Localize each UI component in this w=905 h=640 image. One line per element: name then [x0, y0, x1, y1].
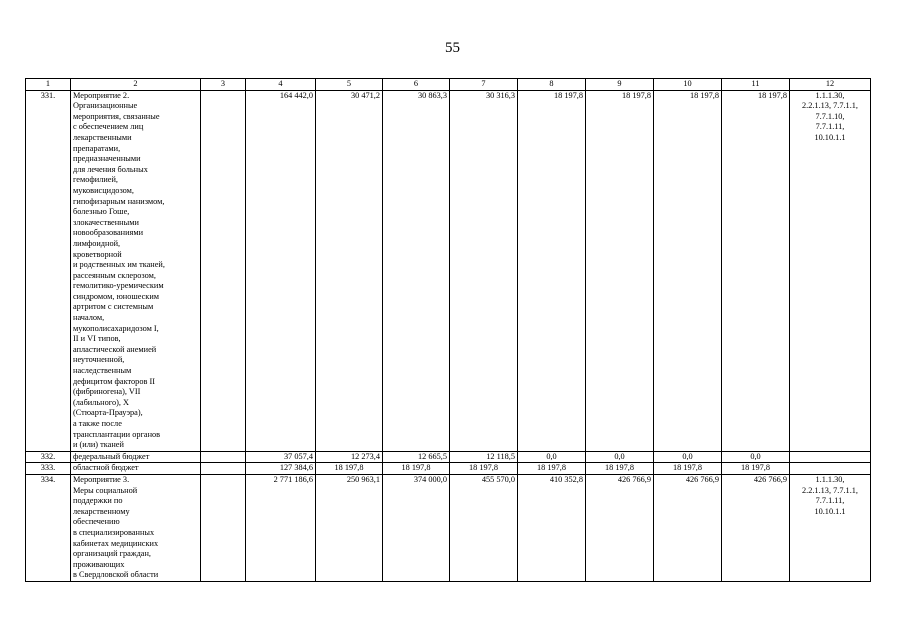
- cell: 250 963,1: [316, 474, 383, 581]
- cell: 18 197,8: [654, 463, 722, 475]
- cell: 18 197,8: [450, 463, 518, 475]
- cell: 12 118,5: [450, 451, 518, 463]
- cell: 18 197,8: [383, 463, 450, 475]
- column-header: 3: [201, 79, 246, 91]
- table-row: [26, 474, 871, 581]
- cell: 410 352,8: [518, 474, 586, 581]
- cell-target-refs: [790, 451, 871, 463]
- row-number: 331.: [26, 90, 71, 451]
- row-number: 332.: [26, 451, 71, 463]
- column-header-row: [26, 79, 871, 91]
- cell-total: 127 384,6: [246, 463, 316, 475]
- cell: [201, 90, 246, 451]
- cell-total: 2 771 186,6: [246, 474, 316, 581]
- cell-target-refs: 1.1.1.30, 2.2.1.13, 7.7.1.1, 7.7.1.11, 10.10.1.1: [790, 474, 871, 581]
- column-header: 5: [316, 79, 383, 91]
- cell-total: 164 442,0: [246, 90, 316, 451]
- cell: 18 197,8: [722, 90, 790, 451]
- column-header: 8: [518, 79, 586, 91]
- column-header: 12: [790, 79, 871, 91]
- cell: 0,0: [654, 451, 722, 463]
- cell: [201, 451, 246, 463]
- cell: 30 863,3: [383, 90, 450, 451]
- cell: 30 471,2: [316, 90, 383, 451]
- cell-total: 37 057,4: [246, 451, 316, 463]
- cell: 0,0: [586, 451, 654, 463]
- column-header: 4: [246, 79, 316, 91]
- row-name: областной бюджет: [71, 463, 201, 475]
- cell: 426 766,9: [722, 474, 790, 581]
- cell: 455 570,0: [450, 474, 518, 581]
- cell: 12 665,5: [383, 451, 450, 463]
- cell: [201, 463, 246, 475]
- cell: 426 766,9: [586, 474, 654, 581]
- cell: 18 197,8: [518, 463, 586, 475]
- cell: 0,0: [518, 451, 586, 463]
- column-header: 6: [383, 79, 450, 91]
- row-name: федеральный бюджет: [71, 451, 201, 463]
- row-number: 333.: [26, 463, 71, 475]
- row-number: 334.: [26, 474, 71, 581]
- column-header: 2: [71, 79, 201, 91]
- cell-target-refs: 1.1.1.30, 2.2.1.13, 7.7.1.1, 7.7.1.10, 7.7.1.11, 10.10.1.1: [790, 90, 871, 451]
- cell: [201, 474, 246, 581]
- cell: 30 316,3: [450, 90, 518, 451]
- cell: 18 197,8: [316, 463, 383, 475]
- cell: 12 273,4: [316, 451, 383, 463]
- program-table: [25, 78, 871, 582]
- table-row: [26, 90, 871, 451]
- row-name: Мероприятие 3. Меры социальной поддержки по лекарственному обеспечению в специализированных кабинетах медицинских организаций граждан, проживающих в Свердловской области: [71, 474, 201, 581]
- column-header: 10: [654, 79, 722, 91]
- cell: 18 197,8: [722, 463, 790, 475]
- cell: 18 197,8: [518, 90, 586, 451]
- cell: 426 766,9: [654, 474, 722, 581]
- cell: 374 000,0: [383, 474, 450, 581]
- table-row: [26, 451, 871, 463]
- column-header: 9: [586, 79, 654, 91]
- page-number: 55: [445, 40, 460, 56]
- column-header: 7: [450, 79, 518, 91]
- column-header: 1: [26, 79, 71, 91]
- cell: 18 197,8: [586, 463, 654, 475]
- cell: 18 197,8: [654, 90, 722, 451]
- column-header: 11: [722, 79, 790, 91]
- row-name: Мероприятие 2. Организационные мероприятия, связанные с обеспечением лиц лекарственными препаратами, предназначенными для лечения больных гемофилией, муковисцидозом, гипофизарным нанизмом, болезнью Гоше, злокачественными новообразованиями лимфоидной, кроветворной и родственных им тканей, рассеянным склерозом, гемолитико-уремическим синдромом, юношеским артритом с системным началом, мукополисахаридозом I, II и VI типов, апластической анемией неуточненной, наследственным дефицитом факторов II (фибриногена), VII (лабильного), X (Стюарта-Прауэра), а также после трансплантации органов и (или) тканей: [71, 90, 201, 451]
- table-row: [26, 463, 871, 475]
- cell: 0,0: [722, 451, 790, 463]
- cell-target-refs: [790, 463, 871, 475]
- cell: 18 197,8: [586, 90, 654, 451]
